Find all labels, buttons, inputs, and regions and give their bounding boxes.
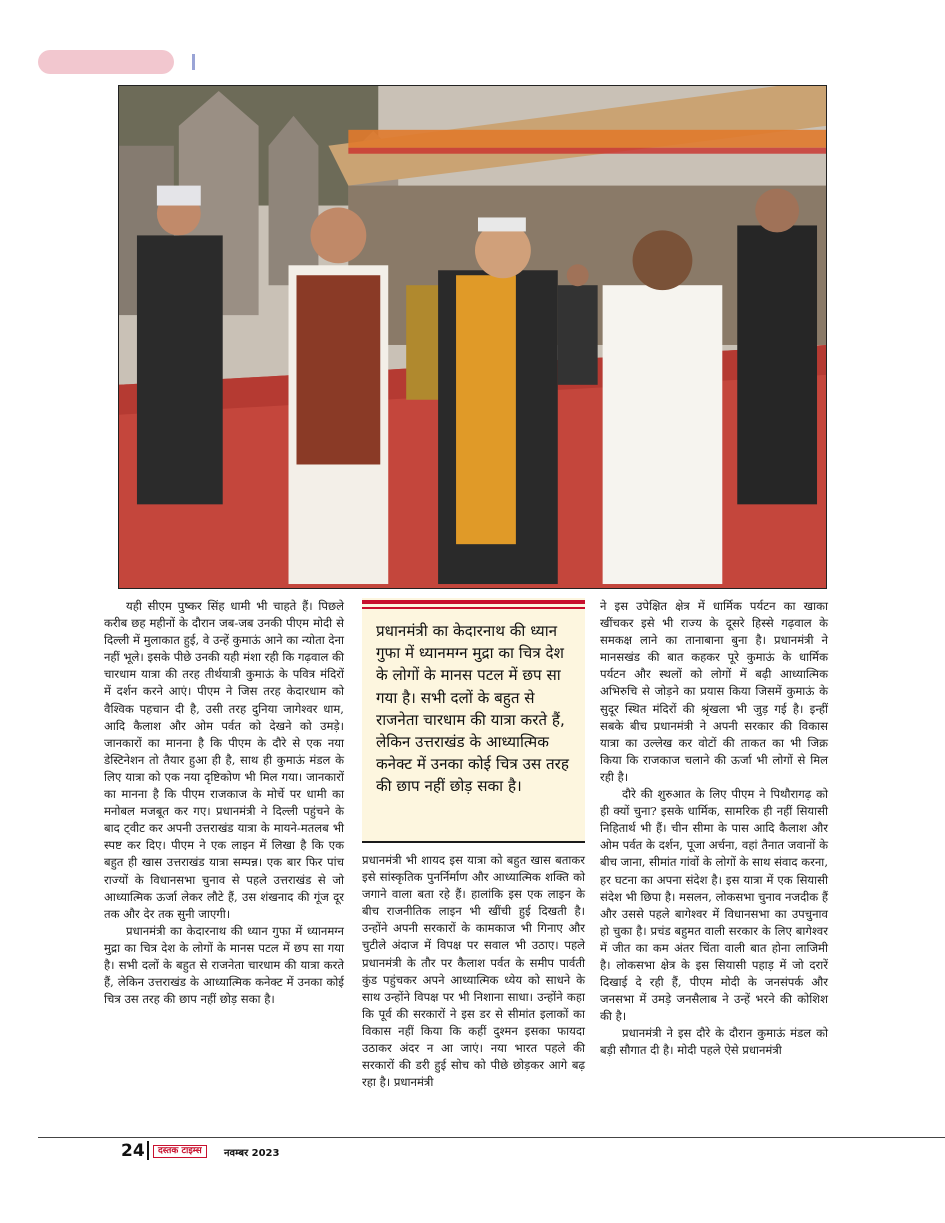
article-column-right [600, 598, 828, 1060]
article-column-left [104, 598, 344, 1008]
photo-icon [119, 86, 826, 588]
footer-divider [147, 1141, 149, 1160]
pull-quote-text: प्रधानमंत्री का केदारनाथ की ध्यान गुफा में ध्यानमग्न मुद्रा का चित्र देश के लोगों के मानस पटल में छप सा गया है। सभी दलों के बहुत से राजनेता चारधाम की यात्रा करते हैं, लेकिन उत्तराखंड के आध्यात्मिक कनेक्ट में उनका कोई चित्र उस तरह की छाप नहीं छोड़ सका है। [376, 622, 569, 796]
footer-rule [38, 1137, 945, 1138]
section-tag [38, 50, 174, 74]
section-tag-divider [192, 54, 195, 70]
article-column-middle [362, 852, 585, 1091]
page-number: 24 [121, 1141, 145, 1161]
paragraph: प्रधानमंत्री का केदारनाथ की ध्यान गुफा में ध्यानमग्न मुद्रा का चित्र देश के लोगों के मानस पटल में छप सा गया है। सभी दलों के बहुत से राजनेता चारधाम की यात्रा करते हैं, लेकिन उत्तराखंड के आध्यात्मिक कनेक्ट में उनका कोई चित्र उस तरह की छाप नहीं छोड़ सका है। [104, 923, 344, 1007]
pull-quote-rule [362, 600, 585, 604]
paragraph: यही सीएम पुष्कर सिंह धामी भी चाहते हैं। पिछले करीब छह महीनों के दौरान जब-जब उनकी पीएम मोदी से दिल्ली में मुलाकात हुई, वे उन्हें कुमाऊं आने का न्योता देना नहीं भूले। इसके पीछे उनकी यही मंशा रही कि गढ़वाल की चारधाम यात्रा की तरह तीर्थयात्री कुमाऊं के पवित्र मंदिरों में दर्शन करने आएं। पीएम ने जिस तरह केदारधाम को वैश्विक पहचान दी है, उसी तरह दुनिया जागेश्वर धाम, आदि कैलाश और ओम पर्वत को देखने को उमड़े। जानकारों का मानना है कि पीएम के दौरे से एक नया डेस्टिनेशन तो तैयार हुआ ही है, साथ ही कुमाऊं मंडल के लिए यात्रा को एक नया दृष्टिकोण भी मिल गया। जानकारों का मानना है कि पीएम राजकाज के मोर्चे पर धामी का मनोबल मजबूत कर गए। प्रधानमंत्री ने दिल्ली पहुंचने के बाद ट्वीट कर अपनी उत्तराखंड यात्रा के मायने-मतलब भी स्पष्ट कर दिए। पीएम ने एक लाइन में लिखा है कि एक बहुत ही खास उत्तराखंड यात्रा सम्पन्न। एक बार फिर पांच राज्यों के विधानसभा चुनाव से पहले उत्तराखंड से जो आध्यात्मिक ऊर्जा लेकर लौटे हैं, उस शंखनाद की गूंज दूर तक और देर तक सुनी जाएगी। [104, 599, 344, 921]
pull-quote-rule [362, 607, 585, 609]
pull-quote-rule [362, 841, 585, 843]
pull-quote [362, 598, 585, 843]
paragraph: दौरे की शुरुआत के लिए पीएम ने पिथौरागढ़ को ही क्यों चुना? इसके धार्मिक, सामरिक ही नहीं सियासी निहितार्थ भी हैं। चीन सीमा के पास आदि कैलाश और ओम पर्वत के दर्शन, पूजा अर्चना, वहां तैनात जवानों के बीच जाना, सीमांत गांवों के लोगों के साथ संवाद करना, हर घटना का अपना संदेश है। इस यात्रा में एक सियासी संदेश भी छिपा है। मसलन, लोकसभा चुनाव नजदीक हैं और उससे पहले बागेश्वर में विधानसभा का उपचुनाव हो चुका है। प्रचंड बहुमत वाली सरकार के लिए बागेश्वर में जीत का कम अंतर चिंता वाली बात होना लाजिमी है। लोकसभा क्षेत्र के इस सियासी पहाड़ में जो दरारें दिखाई दे रही हैं, पीएम मोदी के जनसंपर्क और जनसभा में उमड़े जनसैलाब ने उन्हें भरने की कोशिश की है। [600, 787, 828, 1024]
issue-date: नवम्बर 2023 [224, 1148, 280, 1159]
paragraph: प्रधानमंत्री ने इस दौरे के दौरान कुमाऊं मंडल को बड़ी सौगात दी है। मोदी पहले ऐसे प्रधानमंत्री [600, 1026, 828, 1058]
paragraph: ने इस उपेक्षित क्षेत्र में धार्मिक पर्यटन का खाका खींचकर इसे भी राज्य के दूसरे हिस्से गढ़वाल के समकक्ष लाने का तानाबाना बुना है। प्रधानमंत्री ने मानसखंड की बात कहकर पूरे कुमाऊं के धार्मिक पर्यटन और स्थलों को लोगों में बढ़ी आध्यात्मिक अभिरुचि से जोड़ने का प्रयास किया जिसमें कुमाऊं के सुदूर स्थित मंदिरों की श्रृंखला भी जुड़ गई है। इन्हीं सबके बीच प्रधानमंत्री ने अपनी सरकार की विकास यात्रा का उल्लेख कर वोटों की ताकत का भी जिक्र किया कि राजकाज चलाने की ऊर्जा भी लोगों से मिल रही है। [600, 599, 828, 784]
article-photo [118, 85, 827, 589]
paragraph: प्रधानमंत्री भी शायद इस यात्रा को बहुत खास बताकर इसे सांस्कृतिक पुनर्निर्माण और आध्यात्मिक शक्ति को जगाने वाला बता रहे हैं। हालांकि इस एक लाइन के बीच राजनीतिक लाइन भी खींची हुई दिखती है। उन्होंने अपनी सरकारों के कामकाज भी गिनाए और चुटीले अंदाज में विपक्ष पर सवाल भी उठाए। पहले प्रधानमंत्री के तौर पर कैलाश पर्वत के समीप पार्वती कुंड पहुंचकर अपने आध्यात्मिक ध्येय को साधने के साथ उन्होंने विपक्ष पर भी निशाना साधा। उन्होंने कहा कि पूर्व की सरकारों ने इस डर से सीमांत इलाकों का विकास नहीं किया कि कहीं दुश्मन इसका फायदा उठाकर अंदर न आ जाएं। नया भारत पहले की सरकारों की डरी हुई सोच को पीछे छोड़कर आगे बढ़ रहा है। प्रधानमंत्री [362, 853, 585, 1090]
magazine-logo: दस्तक टाइम्स [153, 1145, 207, 1158]
